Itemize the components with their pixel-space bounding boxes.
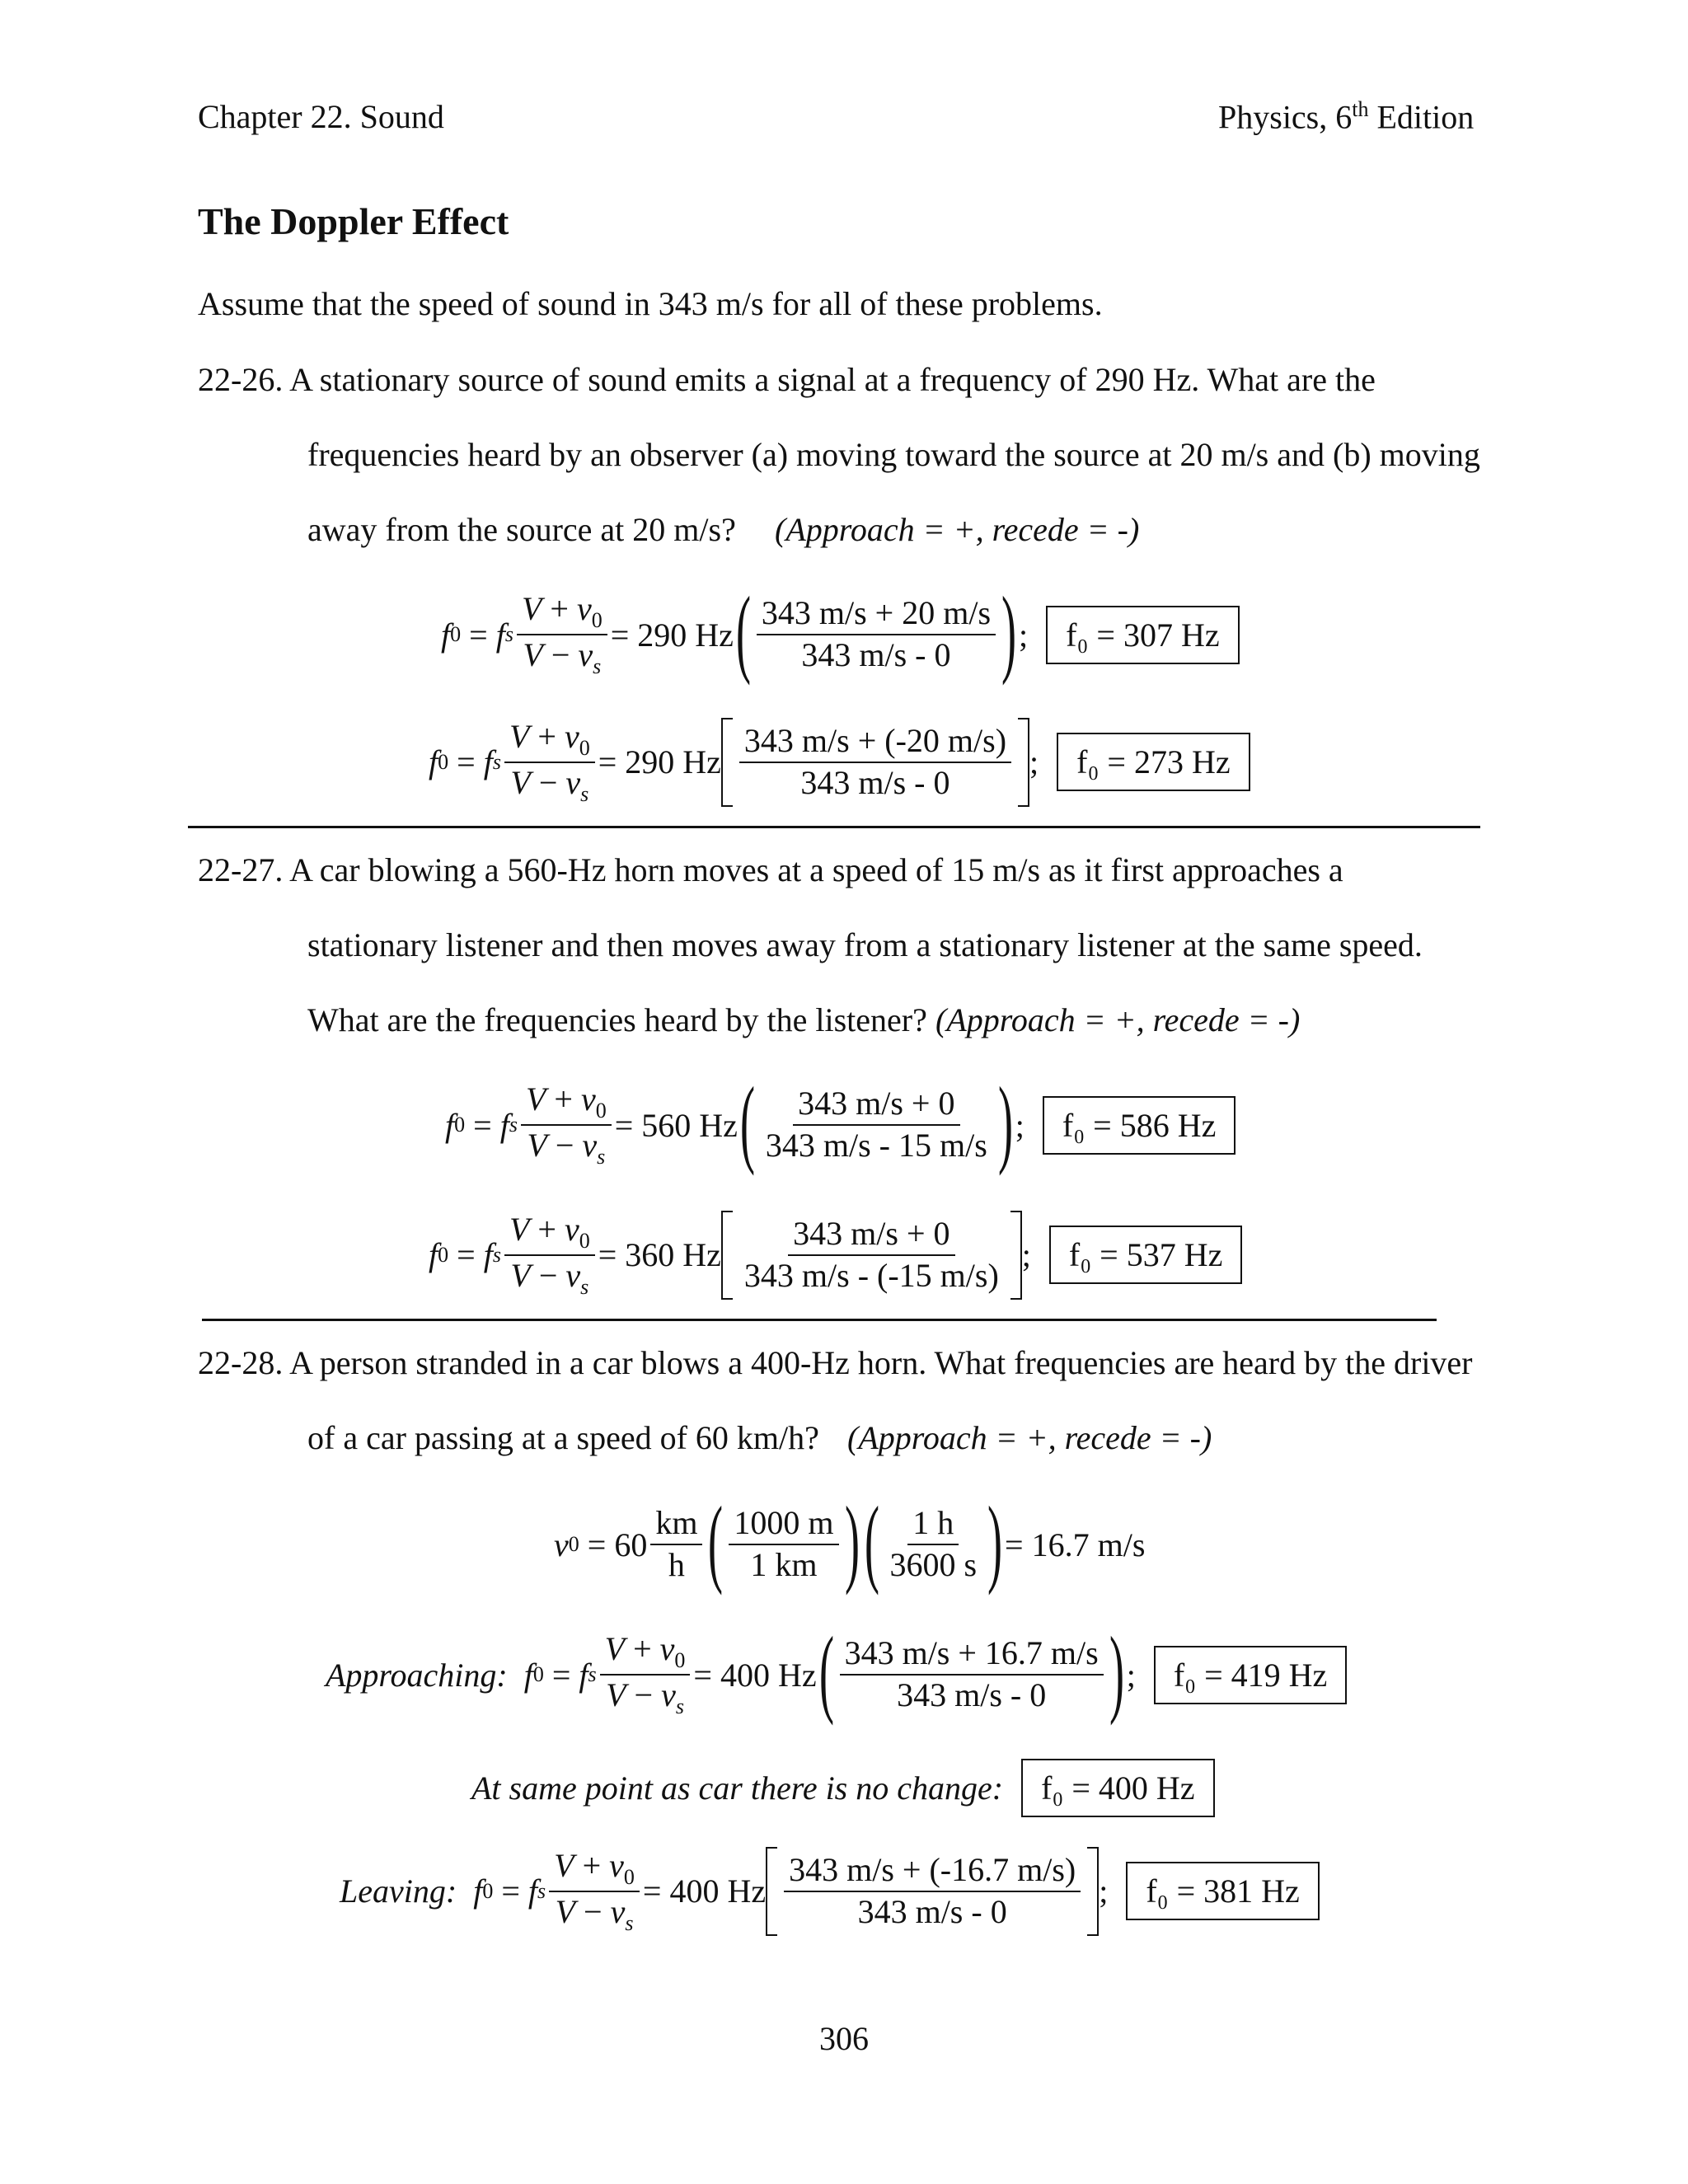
- p28-approaching-label: Approaching:: [326, 1656, 508, 1694]
- p28-conv-f3d: 3600 s: [889, 1546, 978, 1583]
- p26-answer-b: f₀ = 273 Hz: [1057, 733, 1250, 791]
- p28-approach-lead: = 400 Hz: [693, 1656, 817, 1694]
- p28-conv-f1n: km: [650, 1503, 702, 1545]
- p28-approach-num: 343 m/s + 16.7 m/s: [840, 1633, 1104, 1675]
- p26-line3: away from the source at 20 m/s?: [307, 511, 736, 548]
- p27-hint: (Approach = +, recede = -): [935, 1001, 1301, 1038]
- p28-equation-leaving: Leaving: f 0 = f s $\frac{V + v_0}{V - v_s}$ = 400 Hz $\frac{343 m/s + (-16.7 m/s)}{343 m/s - 0}$ ; f₀ = 381 Hz: [340, 1846, 1320, 1936]
- edition-sup: th: [1352, 97, 1369, 121]
- p28-conv-f1d: h: [668, 1546, 685, 1583]
- edition-header: [1218, 97, 1474, 136]
- p28-same-label: At same point as car there is no change:: [471, 1769, 1004, 1807]
- p26-eq2-den: 343 m/s - 0: [800, 763, 950, 801]
- divider-2: [202, 1319, 1437, 1321]
- p27-eq1-num: 343 m/s + 0: [793, 1084, 959, 1126]
- p28-answer-approaching: f₀ = 419 Hz: [1154, 1646, 1347, 1704]
- p28-leaving-lead: = 400 Hz: [642, 1872, 767, 1910]
- p27-line3: What are the frequencies heard by the listener?: [307, 1001, 927, 1038]
- p27-eq2-lead: = 360 Hz: [598, 1236, 721, 1274]
- section-title: The Doppler Effect: [198, 200, 509, 242]
- p28-line2: of a car passing at a speed of 60 km/h?: [307, 1419, 819, 1456]
- p27-equation-b: f 0 = f s $\frac{V + v_0}{V - v_s}$ = 360 Hz $\frac{343 m/s + 0}{343 m/s - (-15 m/s)}$ ; f₀ = 537 Hz: [429, 1210, 1242, 1300]
- p26-hint: (Approach = +, recede = -): [775, 511, 1140, 548]
- p26-eq1-den: 343 m/s - 0: [801, 636, 951, 673]
- p28-answer-leaving: f₀ = 381 Hz: [1126, 1862, 1319, 1920]
- p26-answer-a: f₀ = 307 Hz: [1046, 606, 1239, 664]
- p28-same-point: [471, 1759, 1215, 1817]
- p28-conv-f2d: 1 km: [750, 1546, 818, 1583]
- p28-conv-f3n: 1 h: [907, 1503, 959, 1545]
- p27-answer-b: f₀ = 537 Hz: [1049, 1226, 1242, 1284]
- p26-line2: frequencies heard by an observer (a) moving toward the source at 20 m/s and (b) moving: [307, 436, 1480, 473]
- p28-unit-conversion: v 0 = 60 $\frac{km}{h}$ ( $\frac{1000 m}{1 km}$ ) ( $\frac{1 h}{3600 s}$ ) = 16.7 m/s: [554, 1486, 1146, 1596]
- p28-leaving-label: Leaving:: [340, 1872, 457, 1910]
- p28-equation-approaching: Approaching: f 0 = f s $\frac{V + v_0}{V - v_s}$ = 400 Hz ( $\frac{343 m/s + 16.7 m/s}{343 m/s - 0}$ ) ; f₀ = 419 Hz: [326, 1625, 1347, 1724]
- p27-eq2-den: 343 m/s - (-15 m/s): [743, 1256, 999, 1294]
- p28-conv-f2n: 1000 m: [729, 1503, 838, 1545]
- edition-text: Physics, 6: [1218, 98, 1353, 136]
- p27-line2: stationary listener and then moves away from a stationary listener at the same speed.: [307, 926, 1423, 963]
- p26-equation-a: f 0 = f s $\frac{V + v_0}{V - v_s}$ = 290 Hz ( $\frac{343 m/s + 20 m/s}{343 m/s - 0}$ ) ; f₀ = 307 Hz: [441, 585, 1240, 684]
- p28-leaving-den: 343 m/s - 0: [857, 1892, 1007, 1930]
- p28-hint: (Approach = +, recede = -): [847, 1419, 1212, 1456]
- p27-equation-a: f 0 = f s $\frac{V + v_0}{V - v_s}$ = 560 Hz ( $\frac{343 m/s + 0}{343 m/s - 15 m/s}$ ) ; f₀ = 586 Hz: [445, 1076, 1236, 1174]
- p26-eq2-lead: = 290 Hz: [598, 743, 721, 781]
- p27-eq1-den: 343 m/s - 15 m/s: [765, 1127, 987, 1164]
- p28-approach-den: 343 m/s - 0: [897, 1676, 1047, 1713]
- chapter-header: Chapter 22. Sound: [198, 98, 444, 135]
- p26-eq2-num: 343 m/s + (-20 m/s): [739, 721, 1011, 763]
- p26-equation-b: f 0 = f s $\frac{V + v_0}{V - v_s}$ = 290 Hz $\frac{343 m/s + (-20 m/s)}{343 m/s - 0}$ ; f₀ = 273 Hz: [429, 717, 1250, 807]
- p26-eq1-lead: = 290 Hz: [610, 616, 734, 654]
- divider-1: [188, 826, 1480, 828]
- p27-eq1-lead: = 560 Hz: [614, 1106, 738, 1144]
- p26-line1: 22-26. A stationary source of sound emits a signal at a frequency of 290 Hz. What are the: [198, 361, 1376, 398]
- p28-conv-lead: = 60: [587, 1526, 648, 1563]
- p27-eq2-num: 343 m/s + 0: [788, 1214, 954, 1256]
- p28-line1: 22-28. A person stranded in a car blows a 400-Hz horn. What frequencies are heard by the driver: [198, 1344, 1473, 1381]
- p28-leaving-num: 343 m/s + (-16.7 m/s): [784, 1850, 1081, 1892]
- p26-eq1-num: 343 m/s + 20 m/s: [757, 593, 996, 635]
- intro-text: Assume that the speed of sound in 343 m/s for all of these problems.: [198, 285, 1103, 322]
- page-number: 306: [819, 2020, 869, 2057]
- p28-conv-result: = 16.7 m/s: [1005, 1526, 1146, 1563]
- p27-answer-a: f₀ = 586 Hz: [1043, 1096, 1236, 1155]
- edition-text-end: Edition: [1368, 98, 1475, 136]
- p27-line1: 22-27. A car blowing a 560-Hz horn moves at a speed of 15 m/s as it first approaches a: [198, 851, 1343, 888]
- p28-answer-same: f₀ = 400 Hz: [1021, 1759, 1214, 1817]
